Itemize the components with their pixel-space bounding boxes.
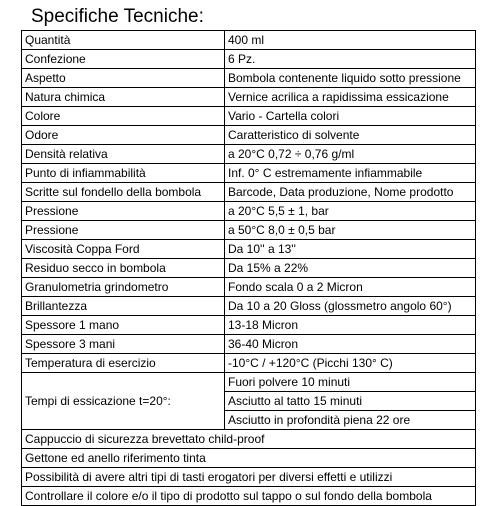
spec-label: Residuo secco in bombola	[22, 259, 225, 278]
spec-label: Natura chimica	[22, 88, 225, 107]
spec-value: a 50°C 8,0 ± 0,5 bar	[225, 221, 476, 240]
drying-time-value: Fuori polvere 10 minuti	[225, 373, 476, 392]
drying-times-label: Tempi di essicazione t=20°:	[22, 373, 225, 430]
table-row	[22, 430, 476, 449]
spec-label: Spessore 3 mani	[22, 335, 225, 354]
table-row	[22, 316, 476, 335]
spec-value: Vario - Cartella colori	[225, 107, 476, 126]
spec-value: Barcode, Data produzione, Nome prodotto	[225, 183, 476, 202]
table-row	[22, 50, 476, 69]
spec-label: Densità relativa	[22, 145, 225, 164]
note-row: Possibilità di avere altri tipi di tasti erogatori per diversi effetti e utilizzi	[22, 468, 476, 487]
spec-value: a 20°C 5,5 ± 1, bar	[225, 202, 476, 221]
spec-value: -10°C / +120°C (Picchi 130° C)	[225, 354, 476, 373]
table-row	[22, 354, 476, 373]
drying-time-value: Asciutto al tatto 15 minuti	[225, 392, 476, 411]
table-row	[22, 278, 476, 297]
spec-label: Brillantezza	[22, 297, 225, 316]
spec-value: 13-18 Micron	[225, 316, 476, 335]
spec-label: Colore	[22, 107, 225, 126]
spec-label: Pressione	[22, 202, 225, 221]
table-row	[22, 487, 476, 506]
spec-label: Scritte sul fondello della bombola	[22, 183, 225, 202]
table-row	[22, 373, 476, 392]
table-row	[22, 164, 476, 183]
table-row	[22, 202, 476, 221]
spec-value: a 20°C 0,72 ÷ 0,76 g/ml	[225, 145, 476, 164]
table-row	[22, 126, 476, 145]
spec-value: Caratteristico di solvente	[225, 126, 476, 145]
note-row: Gettone ed anello riferimento tinta	[22, 449, 476, 468]
table-row	[22, 183, 476, 202]
drying-time-value: Asciutto in profondità piena 22 ore	[225, 411, 476, 430]
spec-label: Odore	[22, 126, 225, 145]
table-row	[22, 107, 476, 126]
spec-value: 36-40 Micron	[225, 335, 476, 354]
spec-table	[21, 30, 476, 506]
spec-label: Spessore 1 mano	[22, 316, 225, 335]
table-row	[22, 221, 476, 240]
table-row	[22, 31, 476, 50]
table-row	[22, 145, 476, 164]
spec-label: Punto di infiammabilità	[22, 164, 225, 183]
spec-value: Bombola contenente liquido sotto pressione	[225, 69, 476, 88]
spec-label: Aspetto	[22, 69, 225, 88]
spec-title: Specifiche Tecniche:	[31, 6, 204, 27]
spec-value: Da 15% a 22%	[225, 259, 476, 278]
spec-value: 400 ml	[225, 31, 476, 50]
spec-label: Granulometria grindometro	[22, 278, 225, 297]
table-row	[22, 259, 476, 278]
spec-value: Inf. 0° C estremamente infiammabile	[225, 164, 476, 183]
table-row	[22, 468, 476, 487]
spec-table-body	[22, 31, 476, 506]
table-row	[22, 240, 476, 259]
table-row	[22, 335, 476, 354]
spec-value: Da 10'' a 13''	[225, 240, 476, 259]
spec-label: Quantità	[22, 31, 225, 50]
spec-value: 6 Pz.	[225, 50, 476, 69]
spec-label: Temperatura di esercizio	[22, 354, 225, 373]
spec-value: Fondo scala 0 a 2 Micron	[225, 278, 476, 297]
spec-value: Da 10 a 20 Gloss (glossmetro angolo 60°)	[225, 297, 476, 316]
table-row	[22, 297, 476, 316]
spec-label: Pressione	[22, 221, 225, 240]
spec-label: Viscosità Coppa Ford	[22, 240, 225, 259]
table-row	[22, 69, 476, 88]
note-row: Controllare il colore e/o il tipo di prodotto sul tappo o sul fondo della bombola	[22, 487, 476, 506]
table-row	[22, 449, 476, 468]
table-row	[22, 88, 476, 107]
spec-label: Confezione	[22, 50, 225, 69]
note-row: Cappuccio di sicurezza brevettato child-proof	[22, 430, 476, 449]
spec-value: Vernice acrilica a rapidissima essicazione	[225, 88, 476, 107]
